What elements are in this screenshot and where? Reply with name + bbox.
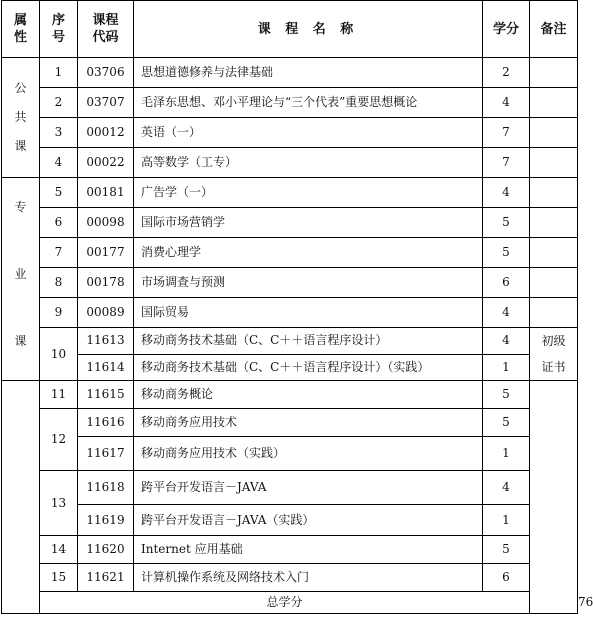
row-credit: 7 [483,148,530,178]
row-course-name: 跨平台开发语言－JAVA（实践） [134,505,483,536]
group-empty-label [2,381,40,614]
row-seq: 6 [40,208,78,238]
row-course-name: 移动商务应用技术（实践） [134,437,483,471]
row-course-name: 高等数学（工专） [134,148,483,178]
row-credit: 4 [483,328,530,355]
row-note [530,58,578,88]
row-course-name: 英语（一） [134,118,483,148]
row-code: 11614 [78,354,134,381]
row-seq: 7 [40,238,78,268]
row-code: 00022 [78,148,134,178]
table-row [2,298,578,328]
total-row: 总学分 76 [2,592,578,614]
row-note [530,88,578,118]
row-course-name: 计算机操作系统及网络技术入门 [134,564,483,592]
header-course-name: 课 程 名 称 [134,1,483,58]
row-credit: 5 [483,208,530,238]
row-seq: 2 [40,88,78,118]
table-row [2,238,578,268]
row-course-name: 移动商务概论 [134,381,483,409]
row-seq: 11 [40,381,78,409]
row-course-name: 市场调查与预测 [134,268,483,298]
row-note-empty [530,381,578,614]
table-row [2,471,578,505]
row-note [530,148,578,178]
row-code: 00089 [78,298,134,328]
group-major-label: 专 业 课 [2,178,40,381]
row-note [530,298,578,328]
table-row [2,328,578,355]
row-credit: 6 [483,564,530,592]
row-credit: 4 [483,298,530,328]
row-course-name: 思想道德修养与法律基础 [134,58,483,88]
row-code: 03707 [78,88,134,118]
row-seq: 3 [40,118,78,148]
header-attribute: 属 性 [2,1,40,58]
table-row [2,536,578,564]
row-seq: 15 [40,564,78,592]
table-row [2,178,578,208]
row-seq: 13 [40,471,78,536]
row-seq: 4 [40,148,78,178]
row-code: 11615 [78,381,134,409]
row-code: 11618 [78,471,134,505]
row-credit: 1 [483,505,530,536]
row-seq: 1 [40,58,78,88]
row-credit: 1 [483,437,530,471]
row-credit: 5 [483,536,530,564]
table-row [2,564,578,592]
table-row [2,505,578,536]
row-code: 11619 [78,505,134,536]
row-credit: 5 [483,238,530,268]
row-code: 00181 [78,178,134,208]
row-course-name: 广告学（一） [134,178,483,208]
row-code: 11617 [78,437,134,471]
row-credit: 6 [483,268,530,298]
row-course-name: 消费心理学 [134,238,483,268]
table-row [2,268,578,298]
row-credit: 1 [483,354,530,381]
row-code: 00178 [78,268,134,298]
table-row [2,437,578,471]
row-note [530,178,578,208]
row-note [530,238,578,268]
header-note: 备注 [530,1,578,58]
row-note [530,208,578,238]
table-row [2,409,578,437]
course-table [1,0,593,614]
row-credit: 4 [483,178,530,208]
total-label: 总学分 [40,592,530,614]
table-row [2,148,578,178]
table-row [2,58,578,88]
row-code: 11621 [78,564,134,592]
row-credit: 4 [483,471,530,505]
row-code: 00012 [78,118,134,148]
header-row [2,1,578,58]
group-public-label: 公 共 课 [2,58,40,178]
row-seq: 5 [40,178,78,208]
row-seq: 14 [40,536,78,564]
row-code: 00177 [78,238,134,268]
row-credit: 5 [483,381,530,409]
note-certificate: 初级 证书 [530,328,578,381]
row-course-name: 国际贸易 [134,298,483,328]
row-credit: 7 [483,118,530,148]
row-course-name: 移动商务技术基础（C、C＋＋语言程序设计） [134,328,483,355]
row-note [530,268,578,298]
table-row [2,118,578,148]
table-row [2,381,578,409]
table-row [2,88,578,118]
header-credit: 学分 [483,1,530,58]
header-code: 课程 代码 [78,1,134,58]
row-credit: 5 [483,409,530,437]
row-seq: 12 [40,409,78,471]
row-seq: 8 [40,268,78,298]
row-note [530,118,578,148]
row-code: 11620 [78,536,134,564]
row-course-name: 国际市场营销学 [134,208,483,238]
row-code: 11616 [78,409,134,437]
row-code: 00098 [78,208,134,238]
row-code: 03706 [78,58,134,88]
row-course-name: 毛泽东思想、邓小平理论与“三个代表”重要思想概论 [134,88,483,118]
row-course-name: Internet 应用基础 [134,536,483,564]
row-seq: 10 [40,328,78,381]
row-course-name: 移动商务技术基础（C、C＋＋语言程序设计）（实践） [134,354,483,381]
row-course-name: 跨平台开发语言－JAVA [134,471,483,505]
row-credit: 2 [483,58,530,88]
row-code: 11613 [78,328,134,355]
table-row [2,354,578,381]
row-course-name: 移动商务应用技术 [134,409,483,437]
row-seq: 9 [40,298,78,328]
row-credit: 4 [483,88,530,118]
table-row [2,208,578,238]
header-seq: 序 号 [40,1,78,58]
